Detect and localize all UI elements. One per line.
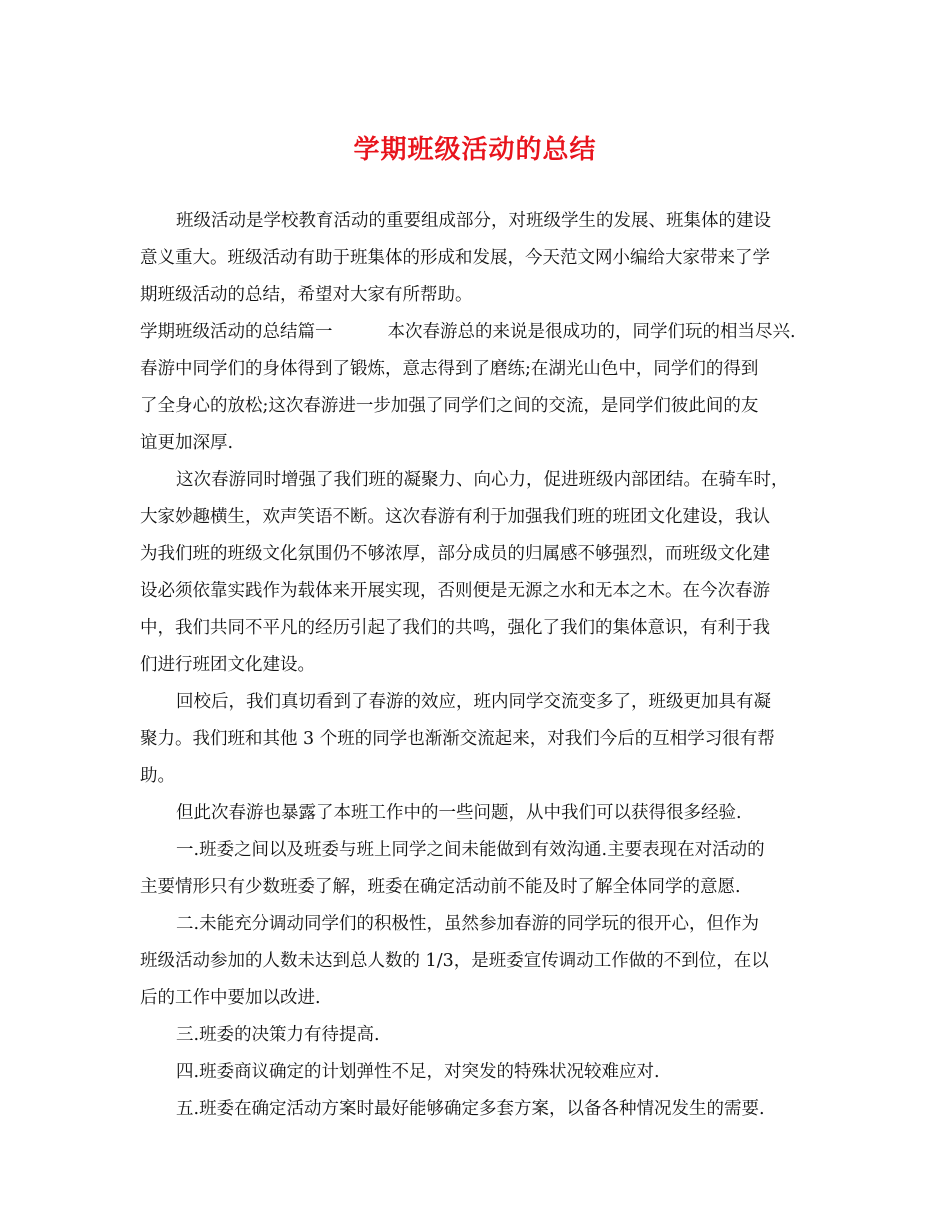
text-line: 谊更加深厚. — [140, 433, 234, 453]
text-line: 中，我们共同不平凡的经历引起了我们的共鸣，强化了我们的集体意识，有利于我 — [140, 618, 770, 638]
text-line: 后的工作中要加以改进. — [140, 988, 321, 1008]
text-line: 为我们班的班级文化氛围仍不够浓厚，部分成员的归属感不够强烈，而班级文化建 — [140, 544, 770, 564]
document-title: 学期班级活动的总结 — [353, 135, 597, 165]
text-line: 一.班委之间以及班委与班上同学之间未能做到有效沟通.主要表现在对活动的 — [176, 840, 765, 860]
text-line: 主要情形只有少数班委了解，班委在确定活动前不能及时了解全体同学的意愿. — [140, 877, 741, 897]
document-body — [140, 203, 810, 1128]
text-line: 班级活动是学校教育活动的重要组成部分，对班级学生的发展、班集体的建设 — [176, 211, 771, 231]
section-heading: 学期班级活动的总结篇一 — [140, 322, 333, 342]
text-line: 期班级活动的总结，希望对大家有所帮助。 — [140, 285, 473, 305]
text-line: 但此次春游也暴露了本班工作中的一些问题，从中我们可以获得很多经验. — [176, 803, 742, 823]
section-heading-line — [140, 314, 810, 351]
text-line: 四.班委商议确定的计划弹性不足，对突发的特殊状况较难应对. — [176, 1062, 660, 1082]
text-line: 春游中同学们的身体得到了锻炼，意志得到了磨练;在湖光山色中，同学们的得到 — [140, 359, 759, 379]
text-line: 班级活动参加的人数未达到总人数的 1/3，是班委宣传调动工作做的不到位，在以 — [140, 951, 769, 971]
text-line: 这次春游同时增强了我们班的凝聚力、向心力，促进班级内部团结。在骑车时， — [176, 470, 789, 490]
text-line: 助。 — [140, 766, 175, 786]
text-line: 回校后，我们真切看到了春游的效应，班内同学交流变多了，班级更加具有凝 — [176, 692, 771, 712]
text-line: 本次春游总的来说是很成功的，同学们玩的相当尽兴. — [387, 322, 796, 342]
text-line: 设必须依靠实践作为载体来开展实现，否则便是无源之水和无本之木。在今次春游 — [140, 581, 770, 601]
text-line: 意义重大。班级活动有助于班集体的形成和发展，今天范文网小编给大家带来了学 — [140, 248, 770, 268]
text-line: 大家妙趣横生，欢声笑语不断。这次春游有利于加强我们班的班团文化建设，我认 — [140, 507, 770, 527]
text-line: 了全身心的放松;这次春游进一步加强了同学们之间的交流，是同学们彼此间的友 — [140, 396, 759, 416]
text-line: 二.未能充分调动同学们的积极性，虽然参加春游的同学玩的很开心，但作为 — [176, 914, 760, 934]
text-line: 五.班委在确定活动方案时最好能够确定多套方案，以备各种情况发生的需要. — [176, 1099, 765, 1119]
text-line: 聚力。我们班和其他 3 个班的同学也渐渐交流起来，对我们今后的互相学习很有帮 — [140, 729, 775, 749]
text-line: 三.班委的决策力有待提高. — [176, 1025, 380, 1045]
text-line: 们进行班团文化建设。 — [140, 655, 315, 675]
